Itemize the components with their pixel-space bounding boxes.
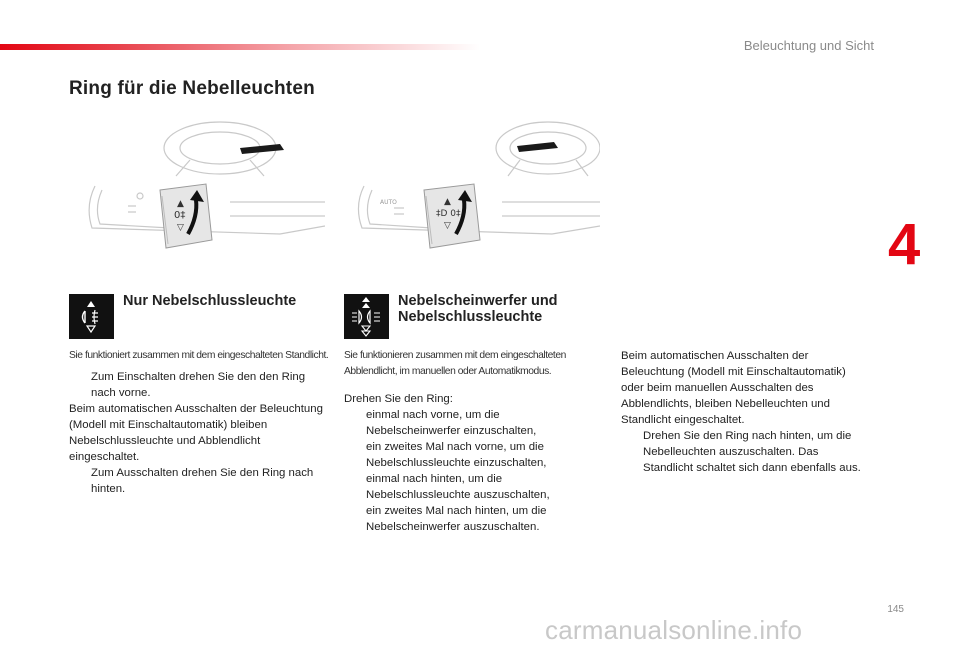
front-and-rear-fog-lamp-icon (344, 294, 389, 339)
bullet-item: einmal nach vorne, um die Nebelscheinwerfer einzuschalten, (366, 409, 537, 437)
svg-text:▲: ▲ (444, 197, 451, 207)
paragraph: Beim automatischen Ausschalten der Beleuchtung (Modell mit Einschaltautomatik) bleiben Nebelschlussleuchte und Abblendlicht eingeschaltet. (69, 403, 323, 463)
svg-text:▽: ▽ (177, 223, 184, 233)
intro: Drehen Sie den Ring: (344, 393, 453, 405)
auto-label: AUTO (380, 199, 397, 206)
svg-text:‡D 0‡: ‡D 0‡ (436, 209, 461, 219)
note-rear-fog: Sie funktioniert zusammen mit dem eingeschalteten Standlicht. (69, 350, 329, 361)
stalk-illustration-front-rear-fog (352, 116, 600, 262)
bullet-item: ein zweites Mal nach vorne, um die Nebelschlussleuchte einzuschalten, (366, 441, 547, 469)
middle-column-text (344, 391, 584, 535)
subtitle-front-rear-fog (398, 293, 598, 325)
chapter-number: 4 (888, 212, 921, 277)
svg-text:0‡: 0‡ (174, 210, 186, 221)
bullet-item: Drehen Sie den Ring nach hinten, um die Nebelleuchten auszuschalten. Das Standlicht schaltet sich dann ebenfalls aus. (643, 430, 861, 474)
stalk-tip (517, 142, 558, 152)
stalk-illustration-rear-fog (80, 116, 325, 262)
paragraph: Beim automatischen Ausschalten der Beleuchtung (Modell mit Einschaltautomatik) oder beim manuellen Ausschalten des Abblendlichts, bleiben Nebelleuchten und Standlicht eingeschaltet. (621, 350, 846, 426)
note-front-rear-fog: Sie funktionieren zusammen mit dem eingeschalteten Abblendlicht, im manuellen oder Automatikmodus. (344, 350, 566, 377)
fog-ring (424, 184, 480, 248)
bullet-item: Zum Einschalten drehen Sie den den Ring nach vorne. (91, 371, 306, 399)
subtitle-line-1: Nebelscheinwerfer und (398, 293, 558, 309)
svg-text:▽: ▽ (444, 221, 451, 231)
right-column-text (621, 348, 871, 476)
subtitle-line-2: Nebelschlussleuchte (398, 309, 543, 325)
stalk-tip (240, 144, 284, 154)
chapter-title: Beleuchtung und Sicht (743, 38, 874, 53)
left-column-text (69, 369, 324, 497)
subtitle-rear-fog: Nur Nebelschlussleuchte (123, 293, 297, 309)
fog-ring (160, 184, 212, 248)
rear-fog-lamp-icon (69, 294, 114, 339)
svg-text:▲: ▲ (177, 199, 184, 209)
bullet-item: einmal nach hinten, um die Nebelschlussleuchte auszuschalten, (366, 473, 550, 501)
bullet-item: Zum Ausschalten drehen Sie den Ring nach hinten. (91, 467, 314, 495)
section-title: Ring für die Nebelleuchten (69, 78, 315, 99)
page-number: 145 (887, 604, 904, 615)
bullet-item: ein zweites Mal nach hinten, um die Nebelscheinwerfer auszuschalten. (366, 505, 547, 533)
watermark: carmanualsonline.info (545, 615, 803, 645)
header-accent-bar (0, 44, 480, 50)
